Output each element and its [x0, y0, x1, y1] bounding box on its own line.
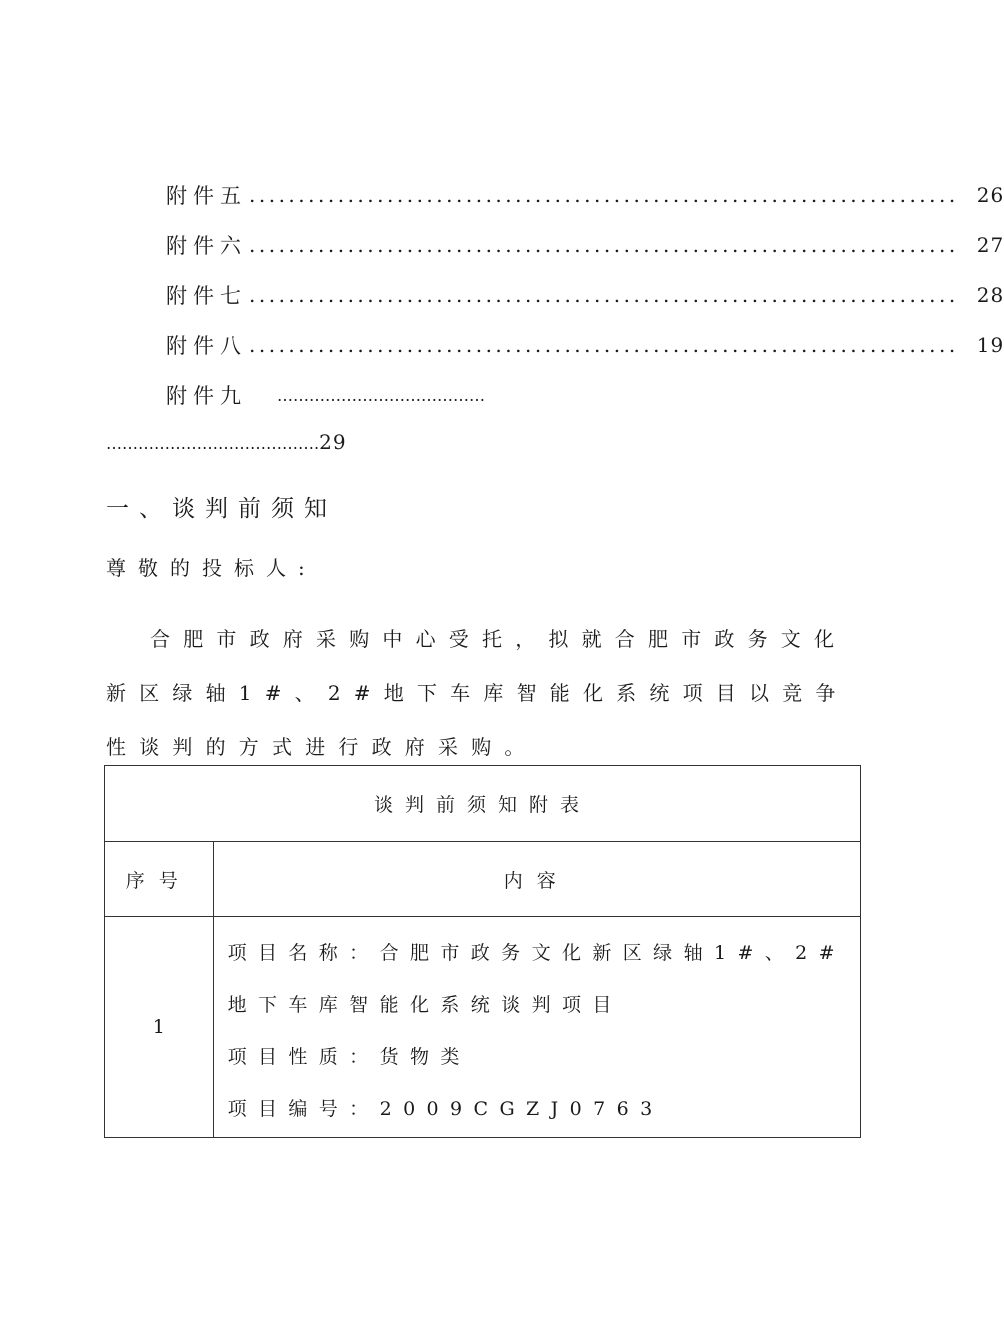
- toc-item[interactable]: [166, 230, 1004, 260]
- toc-leader: …………………………………: [277, 386, 485, 405]
- row-content: [213, 917, 860, 1138]
- toc-item-label: 附件六: [166, 234, 247, 258]
- toc-item-label: 附件八: [166, 334, 247, 358]
- toc-leader: ........................................................................: [249, 183, 959, 207]
- toc-page-number: 28: [976, 283, 1004, 307]
- toc-page-number: 19: [976, 333, 1004, 357]
- toc-page-number: 29: [319, 430, 347, 454]
- toc-page-number: 27: [976, 233, 1004, 257]
- toc-leader: ………………………………….: [106, 434, 320, 453]
- content-line: 项目性质：货物类: [227, 1046, 471, 1068]
- table-title: 谈判前须知附表: [105, 766, 861, 842]
- row-number: 1: [105, 917, 214, 1138]
- content-line: 项目名称：合肥市政务文化新区绿轴1#、2#: [227, 942, 846, 964]
- toc-item[interactable]: [166, 380, 503, 410]
- toc-item-continuation: [106, 430, 347, 454]
- toc-leader: ........................................................................: [249, 283, 959, 307]
- column-header-number: 序号: [105, 842, 214, 917]
- notice-table: [104, 765, 861, 1138]
- intro-paragraph: 合肥市政府采购中心受托，拟就合肥市政务文化新区绿轴1#、2#地下车库智能化系统项目以竞争性谈判的方式进行政府采购。: [106, 627, 849, 759]
- toc-item-label: 附件五: [166, 184, 247, 208]
- toc-item-label: 附件七: [166, 284, 247, 308]
- toc-item[interactable]: [166, 330, 1004, 360]
- content-line: 项目编号：2009CGZJ0763: [227, 1098, 664, 1120]
- salutation: 尊敬的投标人:: [106, 556, 317, 580]
- toc-page-number: 26: [976, 183, 1004, 207]
- content-line: 地下车库智能化系统谈判项目: [227, 994, 623, 1016]
- toc-item-label: 附件九: [166, 384, 247, 408]
- toc-leader: ........................................................................: [249, 333, 959, 357]
- section-heading: 一、谈判前须知: [106, 496, 337, 522]
- table-row: [105, 917, 861, 1138]
- toc-item[interactable]: [166, 180, 1004, 210]
- toc-leader: ........................................................................: [249, 233, 959, 257]
- toc-item[interactable]: [166, 280, 1004, 310]
- column-header-content: 内容: [213, 842, 860, 917]
